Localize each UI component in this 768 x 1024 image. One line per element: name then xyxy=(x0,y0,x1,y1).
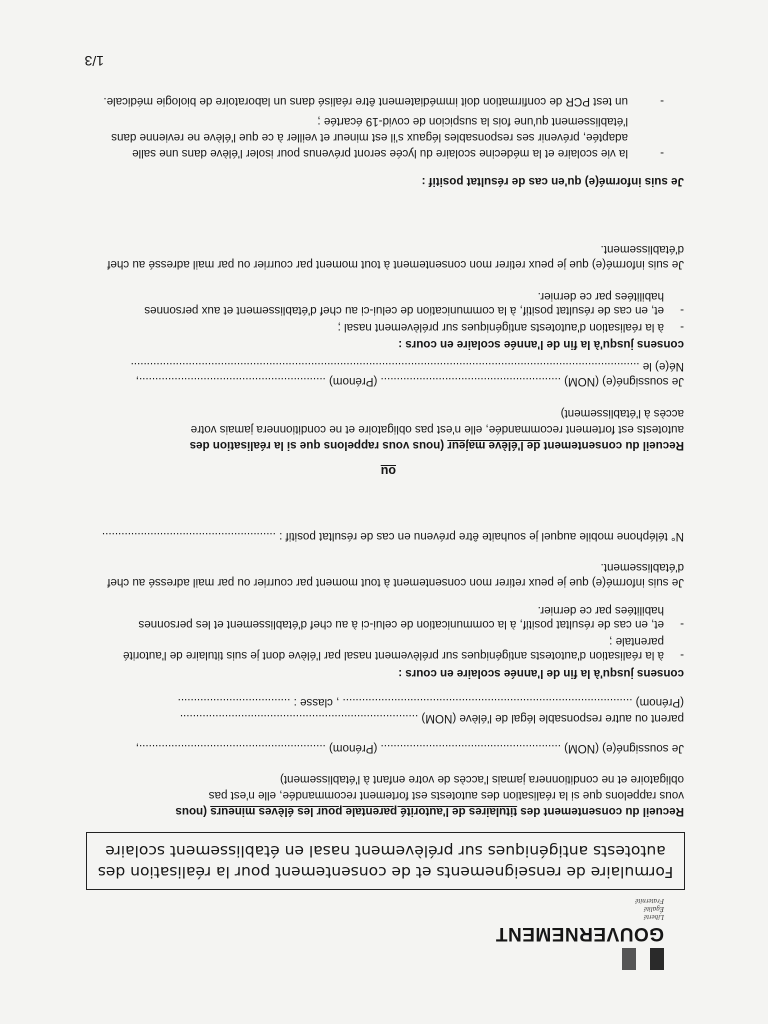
republic-motto: Liberté Égalité Fraternité xyxy=(635,897,664,921)
mineurs-retrait-l1: Je suis informé(e) que je peux retirer mon consentement à tout moment par courrier ou par mail adressé au chef xyxy=(107,576,684,589)
mineurs-prenom-classe-line[interactable]: (Prénom) .......................................................................................... , classe : ................................... xyxy=(177,696,684,709)
positif-item1-l3: l'établissement qu'une fois la suspicion de covid-19 écartée ; xyxy=(317,115,628,128)
positif-item1-l1: la vie scolaire et la médecine scolaire du lycée seront prévenus pour isoler l'élève dans une salle xyxy=(132,147,628,160)
majeur-ne-line[interactable]: Né(e) le .............................................................................................................................................................. xyxy=(130,360,684,373)
majeur-heading: Recueil du consentement de l'élève majeur (nous vous rappelons que si la réalisation des xyxy=(189,439,684,452)
mineurs-item1-l2: parentale ; xyxy=(609,635,664,648)
mineurs-heading: Recueil du consentement des titulaires de l'autorité parentale pour les élèves mineurs (nous xyxy=(175,805,684,818)
mineurs-telephone-line[interactable]: N° téléphone mobile auquel je souhaite être prévenu en cas de résultat positif : ...................................................... xyxy=(101,530,684,543)
mineurs-item2-l1: et, en cas de résultat positif, à la communication de celui-ci à au chef d'établissement et les personnes xyxy=(138,618,664,631)
majeur-nom-line[interactable]: Je soussigné(e) (NOM) ........................................................ (Prénom) .........................................................., xyxy=(135,375,684,388)
majeur-intro-1: autotests est fortement recommandée, elle n'est pas obligatoire et ne conditionnera jamais votre xyxy=(190,423,684,436)
majeur-item2-l1: et, en cas de résultat positif, à la communication de celui-ci au chef d'établissement et aux personnes xyxy=(144,304,664,317)
form-title-box xyxy=(86,832,685,890)
majeur-item2-l2: habilitées par ce dernier. xyxy=(537,290,664,303)
government-wordmark: GOUVERNEMENT xyxy=(495,923,664,944)
mineurs-item1-l1: à la réalisation d'autotests antigéniques sur prélèvement nasal par l'élève dont je suis titulaire de l'autorité xyxy=(123,649,664,662)
bullet-dash: - xyxy=(660,147,664,160)
mineurs-intro-2: obligatoire et ne conditionnera jamais l'accès de votre enfant à l'établissement) xyxy=(280,773,684,786)
majeur-item1: à la réalisation d'autotests antigéniques sur prélèvement nasal ; xyxy=(337,321,664,334)
majeur-consens-heading: consens jusqu'à la fin de l'année scolaire en cours : xyxy=(398,338,684,351)
positif-item1-l2: adaptée, prévenir ses responsables légaux s'il est mineur et veiller à ce que l'élève ne revienne dans xyxy=(111,131,628,144)
page-number: 1/3 xyxy=(84,53,104,69)
bullet-dash: - xyxy=(680,321,684,334)
positif-heading: Je suis informé(e) qu'en cas de résultat positif : xyxy=(421,175,684,188)
mineurs-intro-1: vous rappelons que si la réalisation des autotests est fortement recommandée, elle n'est pas xyxy=(208,789,684,802)
mineurs-item2-l2: habilitées par ce dernier. xyxy=(537,604,664,617)
bullet-dash: - xyxy=(680,618,684,631)
majeur-intro-2: accès à l'établissement) xyxy=(560,407,684,420)
marianne-logo xyxy=(622,948,664,970)
form-title-line-1: Formulaire de renseignements et de consentement pour la réalisation des xyxy=(97,863,674,881)
bullet-dash: - xyxy=(680,649,684,662)
positif-item2: un test PCR de confirmation doit immédiatement être réalisé dans un laboratoire de biologie médicale. xyxy=(103,95,628,108)
bullet-dash: - xyxy=(660,95,664,108)
mineurs-retrait-l2: d'établissement. xyxy=(600,561,684,574)
mineurs-consens-heading: consens jusqu'à la fin de l'année scolaire en cours : xyxy=(398,667,684,680)
mineurs-parent-line[interactable]: parent ou autre responsable légal de l'élève (NOM) .......................................................................... xyxy=(179,712,684,725)
bullet-dash: - xyxy=(680,304,684,317)
mineurs-nom-line[interactable]: Je soussigné(e) (NOM) ........................................................ (Prénom) .........................................................., xyxy=(135,742,684,755)
separator-ou: ou xyxy=(380,464,396,478)
form-title-line-2: autotests antigéniques sur prélèvement nasal en établissement scolaire xyxy=(105,842,666,860)
majeur-retrait-l2: d'établissement. xyxy=(600,243,684,256)
majeur-retrait-l1: Je suis informé(e) que je peux retirer mon consentement à tout moment par courrier ou par mail adressé au chef xyxy=(107,258,684,271)
